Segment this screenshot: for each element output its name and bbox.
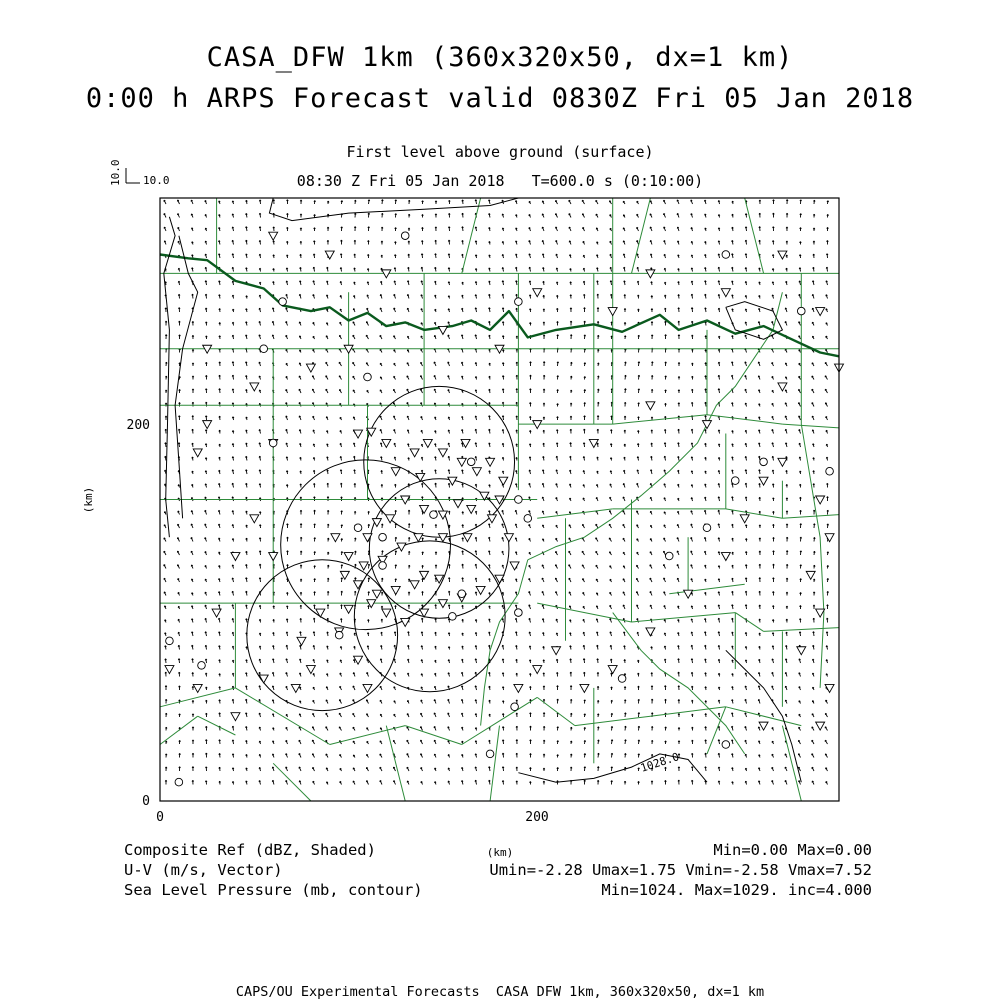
station-triangle-icon	[269, 553, 278, 561]
station-circle-icon	[260, 345, 268, 353]
county-line	[462, 697, 537, 744]
contour-value-label: 1028.0	[638, 750, 681, 775]
station-circle-icon	[524, 515, 532, 523]
station-circle-icon	[797, 307, 805, 315]
station-circle-icon	[379, 562, 387, 570]
pressure-contour	[269, 198, 518, 221]
county-line	[273, 763, 311, 801]
station-triangle-icon	[721, 289, 730, 297]
vector-scale-key	[109, 160, 170, 188]
station-circle-icon	[458, 590, 466, 598]
station-triangle-icon	[457, 458, 466, 466]
legend-field2-name: U-V (m/s, Vector)	[124, 861, 283, 879]
station-circle-icon	[703, 524, 711, 532]
vector-key-vertical-label: 10.0	[109, 159, 122, 186]
station-circle-icon	[760, 458, 768, 466]
station-triangle-icon	[438, 449, 447, 457]
station-triangle-icon	[499, 477, 508, 485]
station-circle-icon	[511, 703, 519, 711]
vector-key-horizontal-label: 10.0	[143, 174, 170, 187]
station-circle-icon	[401, 232, 409, 240]
pressure-contour	[175, 236, 198, 519]
county-line	[735, 613, 763, 632]
station-triangle-icon	[391, 586, 400, 594]
station-triangle-icon	[306, 364, 315, 372]
station-triangle-icon	[797, 647, 806, 655]
station-circle-icon	[175, 778, 183, 786]
station-triangle-icon	[580, 684, 589, 692]
station-triangle-icon	[414, 534, 423, 542]
radar-range-ring	[281, 460, 451, 630]
time-subtitle: 08:30 Z Fri 05 Jan 2018 T=600.0 s (0:10:00)	[296, 172, 704, 190]
county-line	[745, 198, 764, 273]
station-triangle-icon	[250, 383, 259, 391]
station-circle-icon	[198, 662, 206, 670]
station-triangle-icon	[325, 251, 334, 259]
legend-field3-name: Sea Level Pressure (mb, contour)	[124, 881, 423, 899]
station-triangle-icon	[250, 515, 259, 523]
county-line	[235, 688, 329, 745]
radar-range-ring	[247, 560, 398, 711]
station-triangle-icon	[467, 505, 476, 513]
station-triangle-icon	[476, 586, 485, 594]
station-triangle-icon	[463, 534, 472, 542]
station-triangle-icon	[816, 308, 825, 316]
station-triangle-icon	[420, 571, 429, 579]
station-circle-icon	[335, 631, 343, 639]
county-line	[462, 198, 481, 273]
station-triangle-icon	[608, 308, 617, 316]
station-triangle-icon	[306, 666, 315, 674]
county-line	[782, 726, 801, 801]
station-triangle-icon	[382, 609, 391, 617]
station-triangle-icon	[410, 581, 419, 589]
county-line	[782, 424, 839, 428]
x-tick-200: 200	[525, 810, 549, 825]
y-tick-200: 200	[126, 418, 150, 433]
station-triangle-icon	[825, 534, 834, 542]
station-circle-icon	[467, 458, 475, 466]
y-tick-0: 0	[142, 794, 150, 809]
station-triangle-icon	[423, 439, 432, 447]
county-line	[632, 613, 736, 622]
legend-field1-name: Composite Ref (dBZ, Shaded)	[124, 841, 376, 859]
station-circle-icon	[826, 467, 834, 475]
station-triangle-icon	[231, 553, 240, 561]
figure-title-line2: 0:00 h ARPS Forecast valid 0830Z Fri 05 Jan 2018	[85, 83, 915, 114]
county-line	[386, 726, 405, 801]
station-triangle-icon	[721, 553, 730, 561]
station-circle-icon	[722, 741, 730, 749]
station-triangle-icon	[193, 449, 202, 457]
station-triangle-icon	[472, 468, 481, 476]
station-triangle-icon	[510, 562, 519, 570]
station-triangle-icon	[486, 458, 495, 466]
county-line	[782, 515, 839, 519]
station-triangle-icon	[646, 628, 655, 636]
station-triangle-icon	[397, 543, 406, 551]
station-triangle-icon	[533, 289, 542, 297]
pressure-contours	[164, 198, 802, 782]
state-border-line	[160, 255, 839, 357]
station-triangle-icon	[372, 590, 381, 598]
station-triangle-icon	[297, 637, 306, 645]
station-triangle-icon	[401, 618, 410, 626]
x-axis-unit: (km)	[486, 846, 514, 859]
station-circle-icon	[166, 637, 174, 645]
station-triangle-icon	[806, 571, 815, 579]
station-triangle-icon	[359, 562, 368, 570]
station-triangle-icon	[193, 684, 202, 692]
footer-credit: CAPS/OU Experimental Forecasts CASA DFW 1km, 360x320x50, dx=1 km	[235, 984, 765, 1000]
station-triangle-icon	[410, 449, 419, 457]
legend-field2-stats: Umin=-2.28 Umax=1.75 Vmin=-2.58 Vmax=7.52	[489, 861, 872, 879]
station-triangle-icon	[702, 421, 711, 429]
station-triangle-icon	[391, 468, 400, 476]
station-triangle-icon	[816, 722, 825, 730]
station-triangle-icon	[344, 553, 353, 561]
radar-range-ring	[354, 541, 505, 692]
county-line	[198, 716, 236, 735]
county-line	[632, 198, 651, 273]
legend-field1-stats: Min=0.00 Max=0.00	[713, 841, 872, 859]
station-triangle-icon	[740, 515, 749, 523]
station-triangle-icon	[316, 609, 325, 617]
station-triangle-icon	[269, 232, 278, 240]
station-triangle-icon	[363, 684, 372, 692]
station-circle-icon	[515, 298, 523, 306]
station-triangle-icon	[212, 609, 221, 617]
figure-title-line1: CASA_DFW 1km (360x320x50, dx=1 km)	[206, 42, 794, 73]
station-triangle-icon	[420, 505, 429, 513]
station-circle-icon	[731, 477, 739, 485]
station-triangle-icon	[454, 500, 463, 508]
station-triangle-icon	[438, 326, 447, 334]
station-circle-icon	[722, 251, 730, 259]
county-line	[490, 726, 499, 801]
station-triangle-icon	[331, 534, 340, 542]
river-lines	[481, 292, 824, 754]
level-subtitle: First level above ground (surface)	[346, 143, 654, 161]
y-axis-unit: (km)	[82, 486, 95, 514]
station-circle-icon	[449, 613, 457, 621]
station-circle-icon	[379, 533, 387, 541]
station-triangle-icon	[552, 647, 561, 655]
station-triangle-icon	[816, 496, 825, 504]
river-line	[481, 560, 528, 726]
station-triangle-icon	[684, 590, 693, 598]
station-circle-icon	[665, 552, 673, 560]
station-circle-icon	[364, 373, 372, 381]
x-tick-0: 0	[156, 810, 164, 825]
station-triangle-icon	[514, 684, 523, 692]
county-line	[764, 628, 839, 632]
station-circle-icon	[279, 298, 287, 306]
station-triangle-icon	[646, 402, 655, 410]
station-triangle-icon	[354, 430, 363, 438]
county-line	[575, 716, 651, 725]
station-triangle-icon	[759, 722, 768, 730]
station-circle-icon	[618, 675, 626, 683]
station-triangle-icon	[504, 534, 513, 542]
county-line	[537, 697, 575, 725]
station-circle-icon	[430, 511, 438, 519]
station-circle-icon	[269, 439, 277, 447]
station-triangle-icon	[778, 251, 787, 259]
station-triangle-icon	[231, 713, 240, 721]
station-circle-icon	[515, 609, 523, 617]
station-triangle-icon	[203, 421, 212, 429]
station-circle-icon	[354, 524, 362, 532]
station-triangle-icon	[344, 605, 353, 613]
station-circle-icon	[515, 496, 523, 504]
state-border	[160, 255, 839, 357]
county-line	[405, 726, 462, 745]
station-triangle-icon	[608, 666, 617, 674]
station-triangle-icon	[291, 684, 300, 692]
station-triangle-icon	[778, 458, 787, 466]
county-line	[707, 415, 782, 424]
station-triangle-icon	[533, 666, 542, 674]
legend-field3-stats: Min=1024. Max=1029. inc=4.000	[601, 881, 872, 899]
station-triangle-icon	[533, 421, 542, 429]
station-circle-icon	[486, 750, 494, 758]
station-triangle-icon	[382, 439, 391, 447]
station-triangle-icon	[438, 600, 447, 608]
county-line	[537, 509, 613, 518]
